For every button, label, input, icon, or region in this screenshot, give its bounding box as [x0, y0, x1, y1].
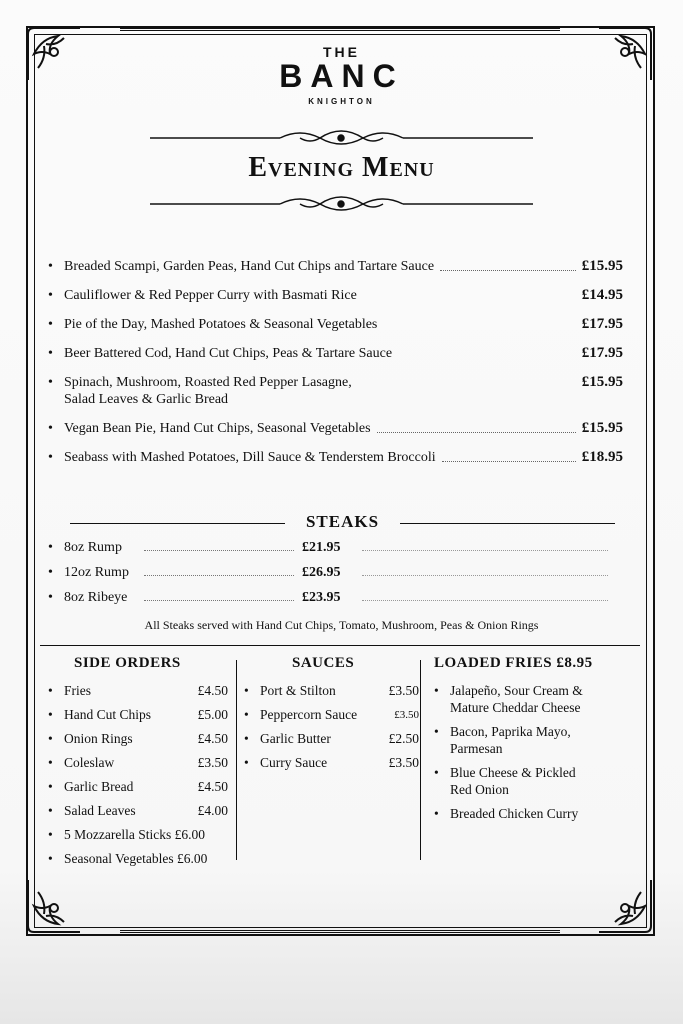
sauces-heading: SAUCES — [292, 655, 355, 671]
list-item: • Beer Battered Cod, Hand Cut Chips, Peas & Tartare Sauce £17.95 — [48, 345, 623, 361]
side-orders-column — [48, 655, 228, 874]
side-orders-heading: SIDE ORDERS — [74, 655, 181, 671]
brand-logo: BANC — [279, 58, 404, 94]
list-item: • 8oz Rump £21.95 — [48, 540, 608, 565]
steaks-list — [48, 540, 608, 615]
list-item: • Breaded Scampi, Garden Peas, Hand Cut Chips and Tartare Sauce £15.95 — [48, 258, 623, 274]
sauces-column — [244, 655, 419, 778]
list-item: • Port & Stilton £3.50 — [244, 683, 419, 698]
corner-ornament-icon — [24, 876, 84, 936]
flourish-divider-icon — [150, 126, 533, 150]
list-item: • Breaded Chicken Curry — [434, 806, 579, 821]
column-divider — [236, 660, 237, 860]
brand-prefix: THE — [323, 44, 360, 60]
list-item: • Peppercorn Sauce £3.50 — [244, 707, 419, 722]
mains-list — [48, 258, 623, 478]
list-item: • Cauliflower & Red Pepper Curry with Basmati Rice £14.95 — [48, 287, 623, 303]
list-item: • Seasonal Vegetables £6.00 — [48, 851, 208, 866]
list-item: • Bacon, Paprika Mayo, Parmesan — [434, 724, 571, 756]
corner-ornament-icon — [595, 876, 655, 936]
steaks-note: All Steaks served with Hand Cut Chips, Tomato, Mushroom, Peas & Onion Rings — [144, 618, 539, 632]
top-double-rule — [120, 28, 560, 31]
list-item: • Fries £4.50 — [48, 683, 228, 698]
list-item: • Curry Sauce £3.50 — [244, 755, 419, 770]
list-item: • Vegan Bean Pie, Hand Cut Chips, Seasonal Vegetables £15.95 — [48, 420, 623, 436]
section-divider — [40, 645, 640, 646]
list-item: • Seabass with Mashed Potatoes, Dill Sauce & Tenderstem Broccoli £18.95 — [48, 449, 623, 465]
list-item: • 8oz Ribeye £23.95 — [48, 590, 608, 615]
loaded-fries-heading: LOADED FRIES £8.95 — [434, 655, 593, 671]
list-item: • Spinach, Mushroom, Roasted Red Pepper Lasagne, Salad Leaves & Garlic Bread £15.95 — [48, 374, 623, 407]
list-item: • Blue Cheese & Pickled Red Onion — [434, 765, 576, 797]
list-item: • Onion Rings £4.50 — [48, 731, 228, 746]
list-item: • Garlic Butter £2.50 — [244, 731, 419, 746]
list-item: • Salad Leaves £4.00 — [48, 803, 228, 818]
list-item: • 12oz Rump £26.95 — [48, 565, 608, 590]
list-item: • Coleslaw £3.50 — [48, 755, 228, 770]
list-item: • Pie of the Day, Mashed Potatoes & Seasonal Vegetables £17.95 — [48, 316, 623, 332]
list-item: • Jalapeño, Sour Cream & Mature Cheddar Cheese — [434, 683, 583, 715]
bottom-double-rule — [120, 930, 560, 933]
brand-location: KNIGHTON — [308, 97, 375, 106]
list-item: • Garlic Bread £4.50 — [48, 779, 228, 794]
list-item: • Hand Cut Chips £5.00 — [48, 707, 228, 722]
flourish-divider-icon — [150, 192, 533, 216]
steaks-heading: STEAKS — [70, 512, 615, 534]
column-divider — [420, 660, 421, 860]
page-title: Evening Menu — [248, 152, 435, 183]
list-item: • 5 Mozzarella Sticks £6.00 — [48, 827, 205, 842]
loaded-fries-column — [434, 655, 624, 829]
